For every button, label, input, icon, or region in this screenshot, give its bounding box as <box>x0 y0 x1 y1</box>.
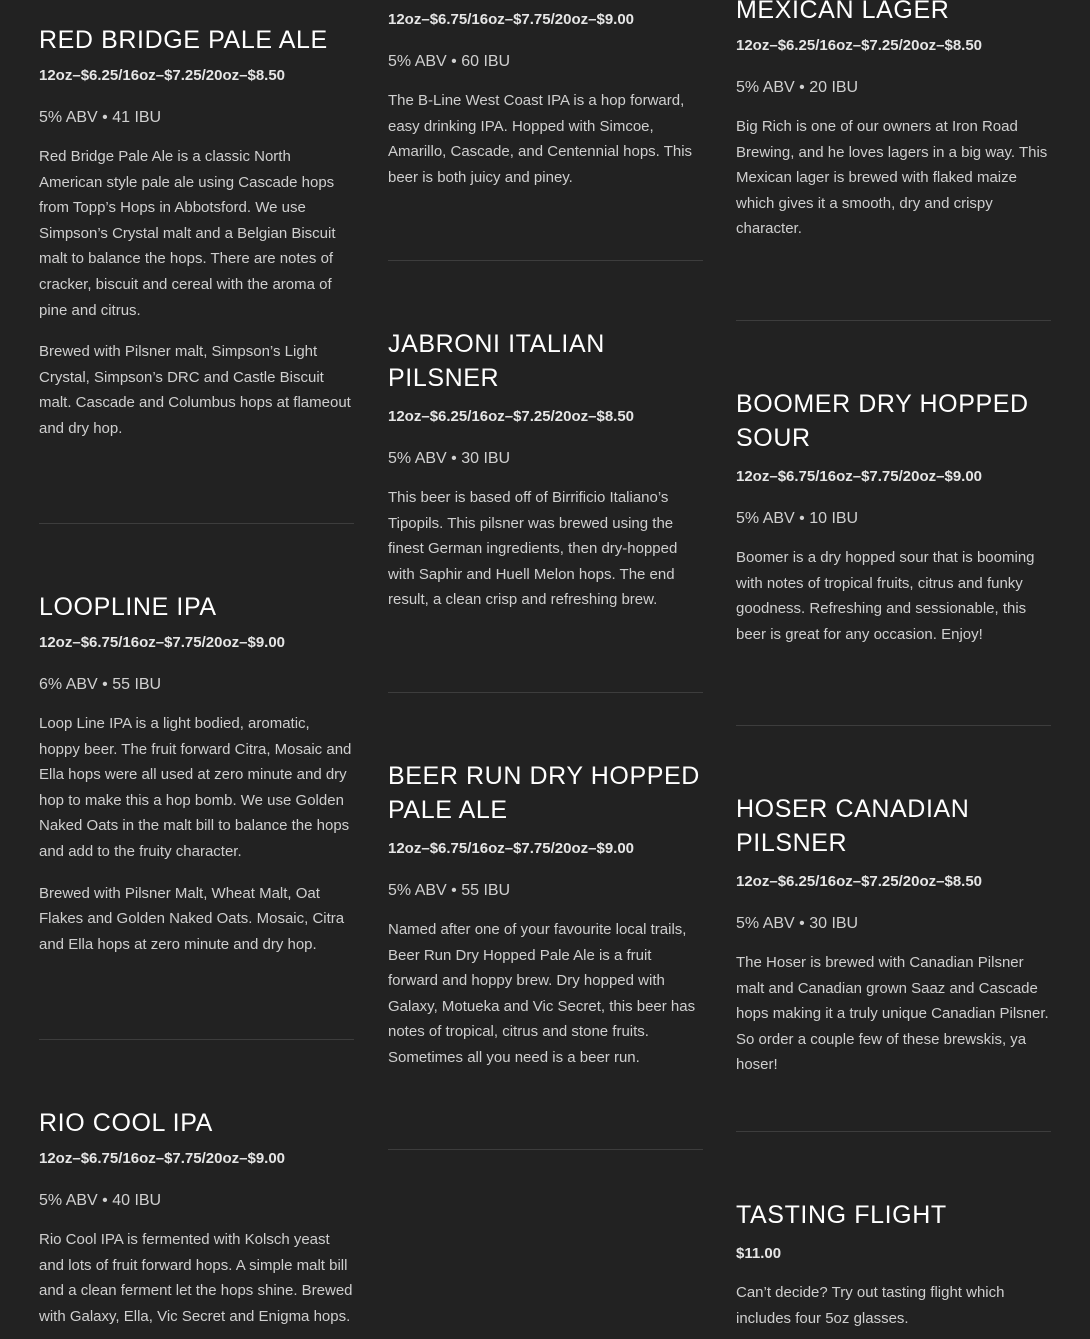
item-price: 12oz–$6.25/16oz–$7.25/20oz–$8.50 <box>388 408 635 425</box>
item-title: HOSER CANADIAN PILSNER <box>736 795 970 857</box>
item-ingredients: Brewed with Pilsner malt, Simpson’s Light Crystal, Simpson’s DRC and Castle Biscuit malt. Cascade and Columbus hops at flameout and dry hop. <box>39 343 351 437</box>
item-description: Loop Line IPA is a light bodied, aromatic, hoppy beer. The fruit forward Citra, Mosaic and Ella hops were all used at zero minute and dry hop to make this a hop bomb. We use Golden Naked Oats in the malt bill to balance the hops and add to the fruity character. <box>39 715 352 860</box>
item-abv-ibu: 5% ABV • 60 IBU <box>388 53 511 70</box>
menu-divider <box>39 1039 354 1040</box>
item-description: The B-Line West Coast IPA is a hop forward, easy drinking IPA. Hopped with Simcoe, Amarillo, Cascade, and Centennial hops. This beer is both juicy and piney. <box>388 92 693 186</box>
item-description: Boomer is a dry hopped sour that is booming with notes of tropical fruits, citrus and funky goodness. Refreshing and sessionable, this beer is great for any occasion. Enjoy! <box>736 549 1035 643</box>
item-price: 12oz–$6.25/16oz–$7.25/20oz–$8.50 <box>39 67 286 84</box>
item-description: Named after one of your favourite local trails, Beer Run Dry Hopped Pale Ale is a fruit forward and hoppy brew. Dry hopped with Galaxy, Motueka and Vic Secret, this beer has notes of tropical, citrus and stone fruits. Sometimes all you need is a beer run. <box>388 921 696 1066</box>
menu-divider <box>388 692 703 693</box>
item-abv-ibu: 5% ABV • 30 IBU <box>388 450 511 467</box>
item-price: 12oz–$6.25/16oz–$7.25/20oz–$8.50 <box>736 873 983 890</box>
menu-divider <box>39 523 354 524</box>
menu-item-boomer <box>736 387 1051 647</box>
item-abv-ibu: 5% ABV • 30 IBU <box>736 915 859 932</box>
item-abv-ibu: 5% ABV • 41 IBU <box>39 109 162 126</box>
item-description: Big Rich is one of our owners at Iron Road Brewing, and he loves lagers in a big way. This Mexican lager is brewed with flaked maize which gives it a smooth, dry and crispy character. <box>736 118 1048 238</box>
item-abv-ibu: 6% ABV • 55 IBU <box>39 676 162 693</box>
item-abv-ibu: 5% ABV • 40 IBU <box>39 1192 162 1209</box>
item-description: The Hoser is brewed with Canadian Pilsner malt and Canadian grown Saaz and Cascade hops making it a truly unique Canadian Pilsner. So order a couple few of these brewskis, ya hoser! <box>736 954 1049 1074</box>
item-price: 12oz–$6.75/16oz–$7.75/20oz–$9.00 <box>39 1150 286 1167</box>
item-price: 12oz–$6.75/16oz–$7.75/20oz–$9.00 <box>388 840 635 857</box>
menu-item-loopline <box>39 590 354 957</box>
menu-item-jabroni <box>388 327 703 613</box>
item-ingredients: Brewed with Pilsner Malt, Wheat Malt, Oat Flakes and Golden Naked Oats. Mosaic, Citra and Ella hops at zero minute and dry hop. <box>39 884 345 953</box>
item-description: This beer is based off of Birrificio Italiano’s Tipopils. This pilsner was brewed using the finest German ingredients, then dry-hopped with Saphir and Huell Melon hops. The end result, a clean crisp and refreshing brew. <box>388 489 678 609</box>
item-price: 12oz–$6.75/16oz–$7.75/20oz–$9.00 <box>388 11 635 28</box>
item-abv-ibu: 5% ABV • 10 IBU <box>736 510 859 527</box>
item-title: MEXICAN LAGER <box>736 0 950 24</box>
menu-divider <box>736 320 1051 321</box>
menu-divider <box>736 725 1051 726</box>
menu-divider <box>388 260 703 261</box>
item-title: RED BRIDGE PALE ALE <box>39 26 328 54</box>
menu-item-hoser <box>736 792 1051 1078</box>
item-title: BOOMER DRY HOPPED SOUR <box>736 390 1029 452</box>
menu-item-red-bridge <box>39 23 354 442</box>
menu-divider <box>736 1131 1051 1132</box>
item-abv-ibu: 5% ABV • 20 IBU <box>736 79 859 96</box>
item-price: $11.00 <box>736 1245 782 1262</box>
menu-item-tasting-flight <box>736 1198 1051 1331</box>
item-title: LOOPLINE IPA <box>39 593 217 621</box>
item-title: BEER RUN DRY HOPPED PALE ALE <box>388 762 700 824</box>
item-description: Red Bridge Pale Ale is a classic North American style pale ale using Cascade hops from Topp’s Hops in Abbotsford. We use Simpson’s Crystal malt and a Belgian Biscuit malt to balance the hops. There are notes of cracker, biscuit and cereal with the aroma of pine and citrus. <box>39 148 336 319</box>
menu-divider <box>388 1149 703 1150</box>
item-abv-ibu: 5% ABV • 55 IBU <box>388 882 511 899</box>
menu-item-beer-run <box>388 759 703 1071</box>
menu-item-rio-cool <box>39 1106 354 1329</box>
item-title: TASTING FLIGHT <box>736 1201 947 1229</box>
item-price: 12oz–$6.25/16oz–$7.25/20oz–$8.50 <box>736 37 983 54</box>
item-title: JABRONI ITALIAN PILSNER <box>388 330 605 392</box>
item-price: 12oz–$6.75/16oz–$7.75/20oz–$9.00 <box>736 468 983 485</box>
item-title: RIO COOL IPA <box>39 1109 213 1137</box>
menu-item-mexican <box>736 0 1051 242</box>
item-price: 12oz–$6.75/16oz–$7.75/20oz–$9.00 <box>39 634 286 651</box>
item-description: Can’t decide? Try out tasting flight which includes four 5oz glasses. <box>736 1284 1005 1327</box>
item-description: Rio Cool IPA is fermented with Kolsch yeast and lots of fruit forward hops. A simple malt bill and a clean ferment let the hops shine. Brewed with Galaxy, Ella, Vic Secret and Enigma hops. <box>39 1231 353 1325</box>
menu-item-bline <box>388 10 703 190</box>
